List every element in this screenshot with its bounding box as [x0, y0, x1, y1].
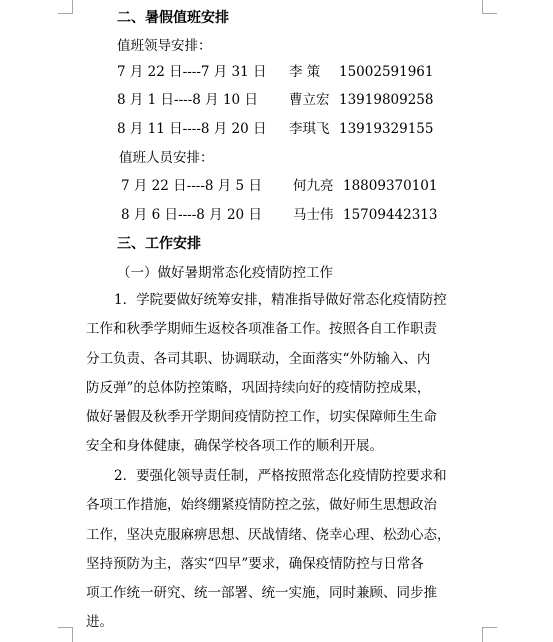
duty-name: 马士伟 — [293, 207, 334, 223]
staff-row — [121, 177, 437, 195]
duty-name: 曹立宏 — [289, 92, 330, 108]
duty-name: 李琪飞 — [289, 121, 330, 137]
duty-dates: 8 月 11 日----8 月 20 日 — [117, 121, 267, 137]
duty-phone: 15709442313 — [343, 207, 438, 223]
paragraph-2 — [86, 462, 470, 638]
staff-row — [121, 206, 437, 224]
section3-heading: 三、工作安排 — [117, 236, 201, 252]
duty-name: 李 策 — [289, 64, 321, 80]
duty-phone: 13919329155 — [339, 121, 434, 137]
paragraph-line: 安全和身体健康，确保学校各项工作的顺利开展。 — [86, 438, 383, 455]
section2-heading: 二、暑假值班安排 — [117, 10, 229, 26]
paragraph-line: 1．学院要做好统筹安排，精准指导做好常态化疫情防控 — [114, 292, 447, 308]
staff-label: 值班人员安排： — [119, 150, 214, 166]
page-corner-mark-bottom-right — [482, 627, 497, 642]
duty-dates: 8 月 6 日----8 月 20 日 — [121, 207, 262, 223]
duty-phone: 15002591961 — [339, 64, 434, 80]
paragraph-line: 工作和秋季学期师生返校各项准备工作。按照各自工作职责 — [86, 321, 437, 338]
duty-dates: 7 月 22 日----7 月 31 日 — [117, 64, 267, 80]
leader-row — [117, 91, 433, 109]
paragraph-line: 2．要强化领导责任制，严格按照常态化疫情防控要求和 — [114, 468, 447, 484]
paragraph-line: 各项工作措施，始终绷紧疫情防控之弦，做好师生思想政治 — [86, 497, 437, 514]
leader-row — [117, 120, 433, 138]
duty-dates: 7 月 22 日----8 月 5 日 — [121, 178, 262, 194]
duty-phone: 13919809258 — [339, 92, 434, 108]
page-corner-mark-top-right — [482, 0, 497, 14]
paragraph-line: 防反弹”的总体防控策略，巩固持续向好的疫情防控成果， — [86, 379, 431, 396]
page-corner-mark-top-left — [58, 0, 73, 14]
leaders-label: 值班领导安排： — [117, 38, 212, 54]
page-corner-mark-bottom-left — [58, 627, 73, 642]
paragraph-line: 项工作统一研究、统一部署、统一实施，同时兼顾、同步推 — [86, 585, 437, 602]
duty-dates: 8 月 1 日----8 月 10 日 — [117, 92, 258, 108]
leader-row — [117, 63, 433, 81]
duty-phone: 18809370101 — [343, 178, 438, 194]
paragraph-line: 做好暑假及秋季开学期间疫情防控工作，切实保障师生生命 — [86, 409, 437, 426]
paragraph-line: 进。 — [86, 614, 113, 631]
duty-name: 何九亮 — [293, 178, 334, 194]
paragraph-line: 坚持预防为主，落实“四早”要求，确保疫情防控与日常各 — [86, 555, 424, 572]
paragraph-1 — [86, 286, 470, 462]
section3-subheading: （一）做好暑期常态化疫情防控工作 — [117, 265, 333, 281]
paragraph-line: 工作，坚决克服麻痹思想、厌战情绪、侥幸心理、松劲心态， — [86, 526, 451, 543]
paragraph-line: 分工负责、各司其职、协调联动，全面落实“外防输入、内 — [86, 350, 431, 367]
